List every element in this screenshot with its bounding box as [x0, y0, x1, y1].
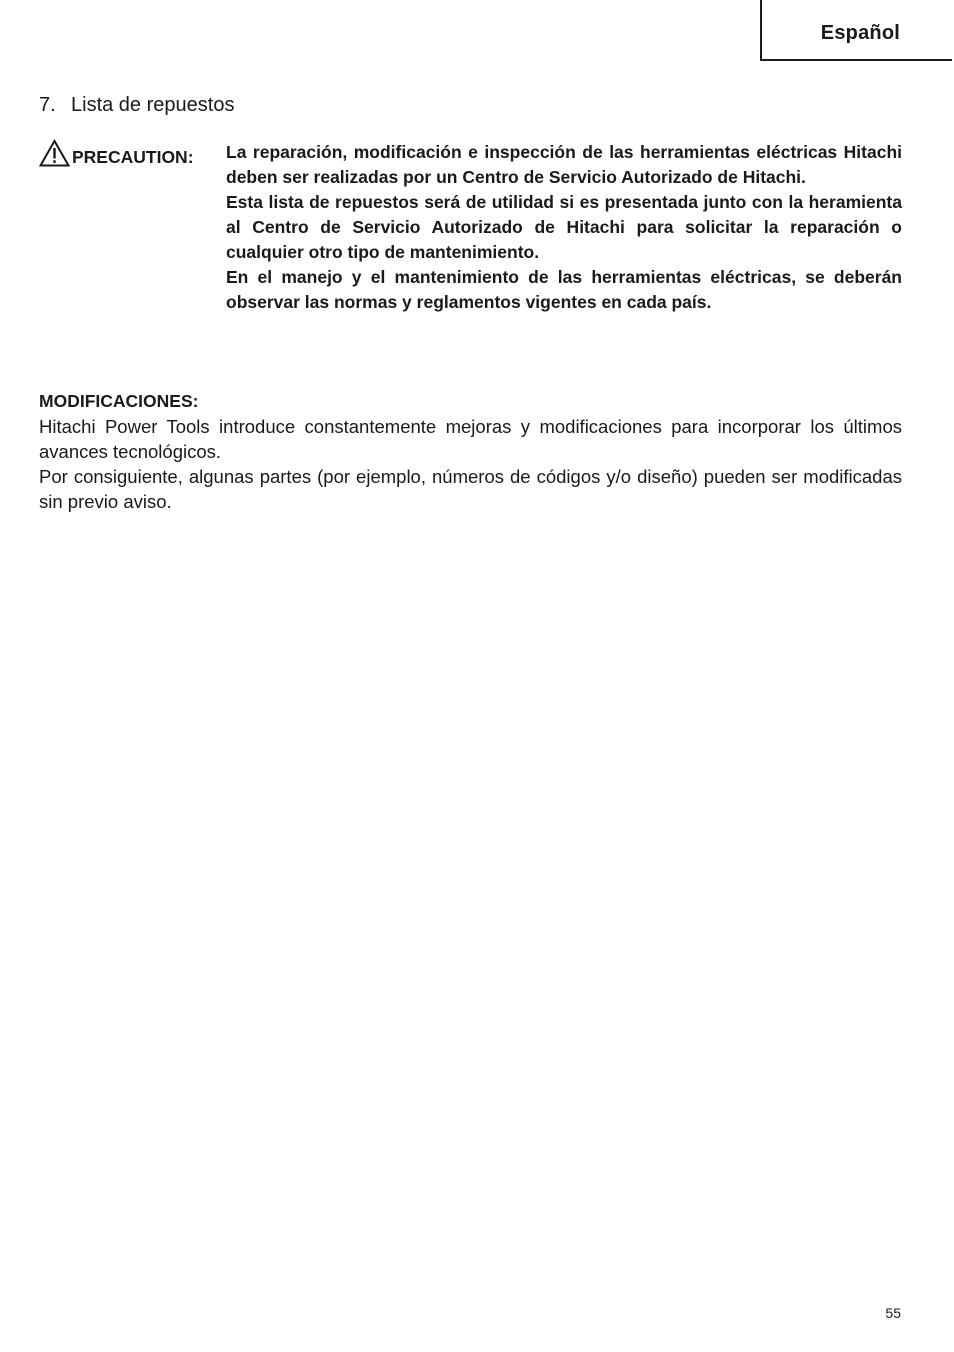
modifications-paragraph: Por consiguiente, algunas partes (por ejemplo, números de códigos y/o diseño) pueden ser modificadas sin previo aviso.	[39, 466, 902, 512]
modifications-title: MODIFICACIONES:	[39, 391, 199, 411]
warning-triangle-icon	[39, 139, 70, 167]
section-heading	[39, 94, 234, 117]
caution-text	[226, 140, 902, 315]
section-number: 7.	[39, 94, 56, 116]
caution-label-wrap	[39, 139, 219, 168]
page-number: 55	[885, 1305, 901, 1321]
caution-label: PRECAUTION:	[72, 147, 194, 167]
modifications-paragraph: Hitachi Power Tools introduce constantemente mejoras y modificaciones para incorporar los últimos avances tecnológicos.	[39, 416, 902, 462]
language-label: Español	[820, 22, 900, 44]
caution-paragraph: En el manejo y el mantenimiento de las herramientas eléctricas, se deberán observar las normas y reglamentos vigentes en cada país.	[226, 267, 902, 312]
modifications-section	[39, 389, 902, 514]
caution-paragraph: Esta lista de repuestos será de utilidad si es presentada junto con la heramienta al Centro de Servicio Autorizado de Hitachi para solicitar la reparación o cualquier otro tipo de mantenimiento.	[226, 192, 902, 262]
caution-paragraph: La reparación, modificación e inspección de las herramientas eléctricas Hitachi deben ser realizadas por un Centro de Servicio Autorizado de Hitachi.	[226, 142, 902, 187]
language-tab	[760, 0, 952, 61]
section-title: Lista de repuestos	[71, 94, 235, 116]
